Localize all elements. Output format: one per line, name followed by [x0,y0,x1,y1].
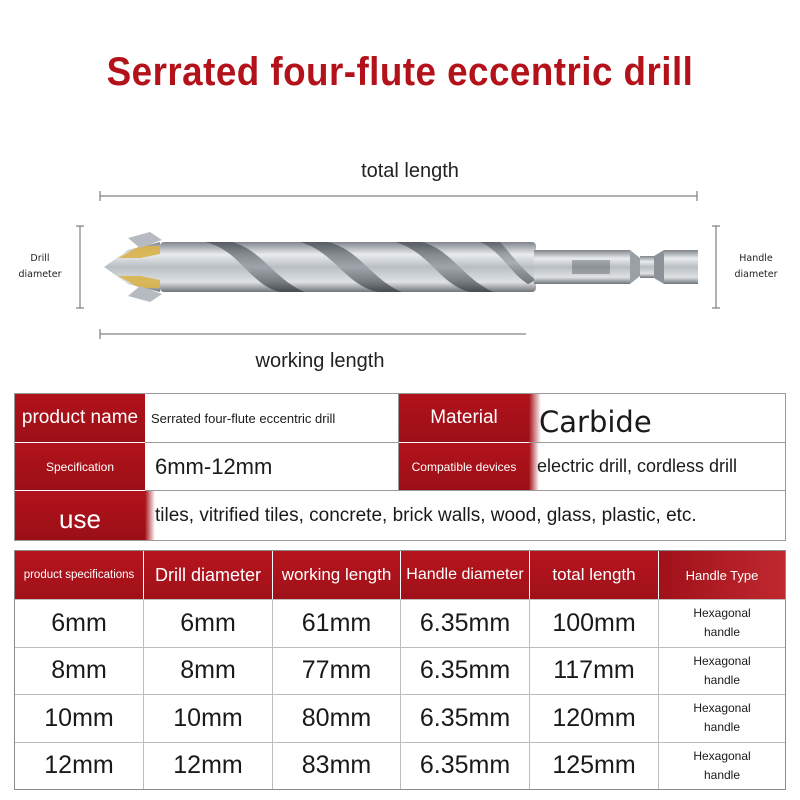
handle-diameter-label-line2: diameter [734,269,778,280]
specification-value: 6mm-12mm [145,442,399,490]
use-value: tiles, vitrified tiles, concrete, brick walls, wood, glass, plastic, etc. [145,490,785,540]
product-name-label: product name [15,394,145,442]
product-spec-cell: 12mm [15,742,144,790]
drill-illustration [0,180,800,350]
header-drill-diameter: Drill diameter [144,551,273,599]
header-handle-diameter: Handle diameter [401,551,530,599]
working-length-cell: 61mm [273,599,401,647]
total-length-cell: 117mm [530,647,659,695]
drill-diameter-cell: 10mm [144,694,273,742]
total-length-cell: 100mm [530,599,659,647]
total-length-label: total length [361,160,459,182]
total-length-cell: 120mm [530,694,659,742]
handle-diameter-cell: 6.35mm [401,599,530,647]
working-length-cell: 80mm [273,694,401,742]
header-handle-type: Handle Type [659,551,785,599]
specification-label: Specification [15,442,145,490]
total-length-cell: 125mm [530,742,659,790]
header-total-length: total length [530,551,659,599]
header-product-specifications: product specifications [15,551,144,599]
product-spec-cell: 10mm [15,694,144,742]
drill-diagram [0,180,800,350]
handle-diameter-label-line1: Handle [739,253,773,264]
working-length-cell: 77mm [273,647,401,695]
drill-diameter-label-line1: Drill [30,253,50,264]
handle-type-cell: Hexagonal handle [659,742,785,790]
page-title: Serrated four-flute eccentric drill [106,50,694,94]
drill-diameter-cell: 6mm [144,599,273,647]
handle-diameter-cell: 6.35mm [401,742,530,790]
product-spec-cell: 6mm [15,599,144,647]
material-value: Carbide [529,394,785,442]
product-spec-cell: 8mm [15,647,144,695]
handle-type-cell: Hexagonal handle [659,694,785,742]
handle-diameter-cell: 6.35mm [401,694,530,742]
drill-diameter-label-line2: diameter [18,269,62,280]
drill-diameter-cell: 8mm [144,647,273,695]
compatible-devices-value: electric drill, cordless drill [529,442,785,490]
handle-type-cell: Hexagonal handle [659,599,785,647]
header-working-length: working length [273,551,401,599]
product-name-value: Serrated four-flute eccentric drill [145,394,399,442]
working-length-cell: 83mm [273,742,401,790]
use-label: use [15,490,145,540]
drill-diameter-cell: 12mm [144,742,273,790]
material-label: Material [399,394,529,442]
compatible-devices-label: Compatible devices [399,442,529,490]
product-info-table [14,393,786,541]
working-length-label: working length [255,350,385,372]
handle-type-cell: Hexagonal handle [659,647,785,695]
spec-table [14,550,786,790]
handle-diameter-cell: 6.35mm [401,647,530,695]
